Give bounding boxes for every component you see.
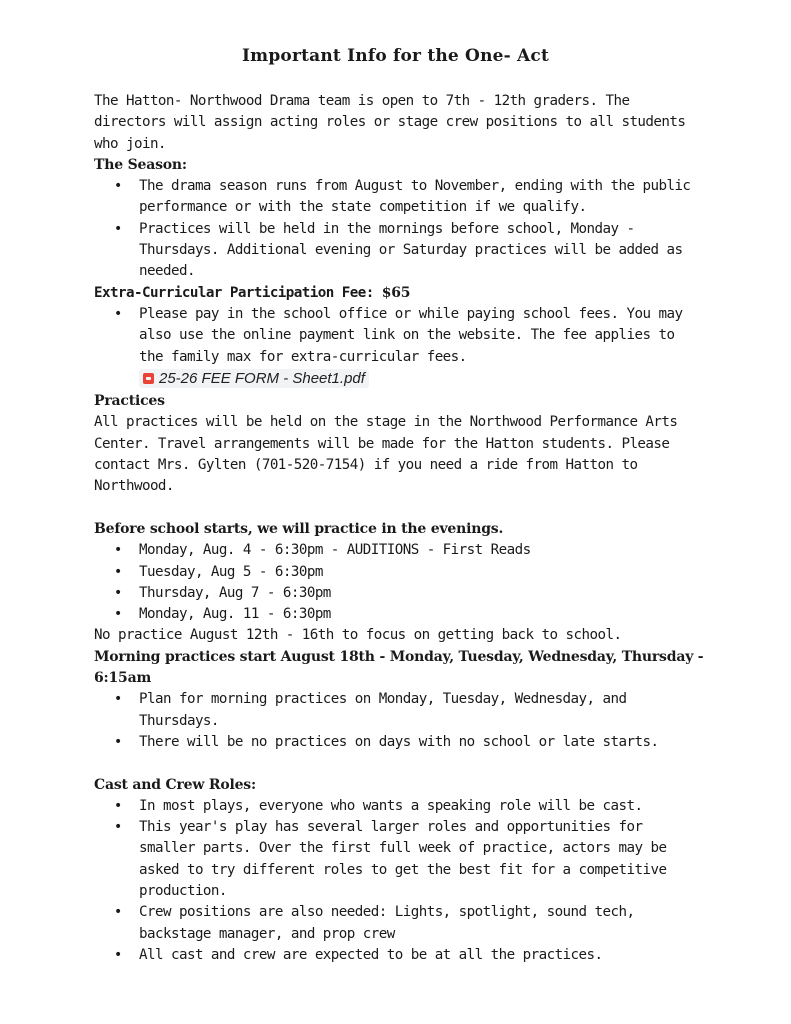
- list-item: • This year's play has several larger roles and opportunities for smaller parts. Over the first full week of practice, actors may be asked to try different roles to get the best fit for a competitive production.: [94, 817, 704, 902]
- cast-heading: Cast and Crew Roles:: [94, 776, 256, 793]
- intro-paragraph: The Hatton- Northwood Drama team is open to 7th - 12th graders. The directors will assign acting roles or stage crew positions to all students who join.: [94, 93, 686, 152]
- evening-heading: Before school starts, we will practice in the evenings.: [94, 520, 504, 537]
- fee-list: [94, 304, 704, 368]
- evening-schedule-list: [94, 540, 704, 625]
- cast-list: [94, 796, 704, 966]
- list-item: • Practices will be held in the mornings before school, Monday - Thursdays. Additional evening or Saturday practices will be added as needed.: [94, 219, 704, 283]
- list-item: • Monday, Aug. 11 - 6:30pm: [94, 604, 704, 625]
- list-item: • Thursday, Aug 7 - 6:30pm: [94, 583, 704, 604]
- list-item: • The drama season runs from August to November, ending with the public performance or with the state competition if we qualify.: [94, 176, 704, 219]
- list-item: • There will be no practices on days with no school or late starts.: [94, 732, 704, 753]
- season-heading: The Season:: [94, 156, 187, 173]
- page-title: Important Info for the One- Act: [241, 46, 550, 66]
- attachment-filename: 25-26 FEE FORM - Sheet1.pdf: [159, 369, 365, 387]
- morning-heading: Morning practices start August 18th - Monday, Tuesday, Wednesday, Thursday - 6:15am: [94, 648, 704, 687]
- fee-heading: [94, 283, 704, 304]
- list-item: • Plan for morning practices on Monday, Tuesday, Wednesday, and Thursdays.: [94, 689, 704, 732]
- pdf-file-icon: [143, 373, 154, 384]
- practices-paragraph: All practices will be held on the stage in the Northwood Performance Arts Center. Travel arrangements will be made for the Hatton students. Please contact Mrs. Gylten (701-520-7154) if you need a ride from Hatton to Northwood.: [94, 414, 678, 495]
- season-list: [94, 176, 704, 282]
- spacer: [94, 753, 704, 774]
- list-item: • All cast and crew are expected to be at all the practices.: [94, 945, 704, 966]
- fee-amount: $65: [381, 284, 411, 301]
- morning-list: [94, 689, 704, 753]
- list-item: • Monday, Aug. 4 - 6:30pm - AUDITIONS - First Reads: [94, 540, 704, 561]
- list-item: • Please pay in the school office or while paying school fees. You may also use the online payment link on the website. The fee applies to the family max for extra-curricular fees.: [94, 304, 704, 368]
- no-practice-note: No practice August 12th - 16th to focus on getting back to school.: [94, 627, 622, 644]
- document-body: [94, 91, 704, 966]
- list-item: • Tuesday, Aug 5 - 6:30pm: [94, 562, 704, 583]
- practices-heading: Practices: [94, 393, 165, 410]
- list-item: • Crew positions are also needed: Lights, spotlight, sound tech, backstage manager, and prop crew: [94, 902, 704, 945]
- spacer: [94, 498, 704, 519]
- list-item: • In most plays, everyone who wants a speaking role will be cast.: [94, 796, 704, 817]
- fee-heading-label: Extra-Curricular Participation Fee:: [94, 284, 374, 301]
- fee-form-attachment-chip[interactable]: [139, 369, 369, 388]
